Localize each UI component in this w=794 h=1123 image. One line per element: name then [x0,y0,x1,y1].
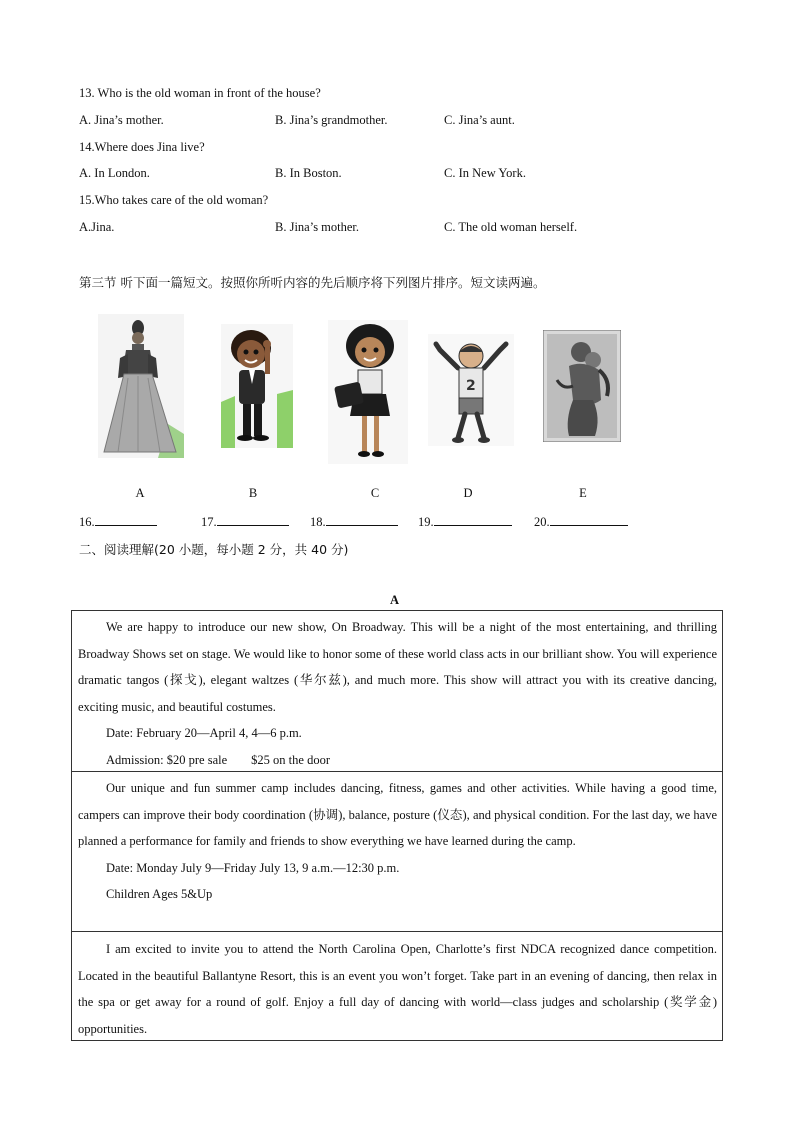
ad-date: Date: Monday July 9—Friday July 13, 9 a.m.—12:30 p.m. [106,860,400,875]
ad-divider [71,931,723,932]
dancing-couple-sketch [543,330,621,442]
question-15-option-a: A.Jina. [79,220,115,234]
ad-dance-competition [71,936,723,1042]
blank-number: 17. [201,515,217,529]
question-13-option-a: A. Jina’s mother. [79,113,164,127]
section3-instruction: 第三节 听下面一篇短文。按照你所听内容的先后顺序将下列图片排序。短文读两遍。 [79,275,546,290]
ad-ages: Children Ages 5&Up [106,887,213,902]
ad-admission [71,747,723,774]
question-15-stem: 15.Who takes care of the old woman? [79,193,269,207]
ad-divider [71,771,723,772]
blank-line [550,513,628,526]
question-14-option-b: B. In Boston. [275,166,342,180]
girl-with-bag-illustration [328,320,408,464]
passage-label: A [390,593,400,607]
blank-number: 16. [79,515,95,529]
blank-number: 20. [534,515,550,529]
ad-summer-camp [71,775,723,908]
answer-blank-19[interactable] [418,513,512,530]
answer-blank-20[interactable] [534,513,628,530]
boy-in-suit-pointing-illustration [221,324,293,448]
svg-text:2: 2 [466,378,476,394]
ad-date: Date: February 20—April 4, 4—6 p.m. [106,726,302,741]
ad-body: We are happy to introduce our new show, On Broadway. This will be a night of the most entertaining, and thrilling Broadway Shows set on stage. We would like to honor some of these world class acts in our brilliant show. You will experience dramatic tangos (探戈), elegant waltzes (华尔兹), and much more. This show will attract you with its creative dancing, exciting music, and beautiful costumes. [78,620,717,714]
question-14-option-c: C. In New York. [444,166,526,180]
question-15-option-b: B. Jina’s mother. [275,220,360,234]
picture-label-c: C [370,486,380,500]
picture-label-e: E [579,486,587,500]
question-13-option-c: C. Jina’s aunt. [444,113,515,127]
admission-presale: Admission: $20 pre sale [106,752,228,767]
question-14-option-a: A. In London. [79,166,150,180]
question-14-stem: 14.Where does Jina live? [79,140,205,154]
admission-door: $25 on the door [251,752,330,767]
question-13-stem: 13. Who is the old woman in front of the house? [79,86,321,100]
picture-label-d: D [463,486,473,500]
woman-in-hanbok-illustration [98,314,184,458]
picture-label-b: B [248,486,258,500]
question-15-option-c: C. The old woman herself. [444,220,578,234]
ad-body: I am excited to invite you to attend the North Carolina Open, Charlotte’s first NDCA recognized dance competition. Located in the beautiful Ballantyne Resort, this is an event you won’t forget. Take part in an evening of dancing, then relax in the spa or get away for a round of golf. Enjoy a full day of dancing with world—class judges and scholarship (奖学金) opportunities. [78,942,717,1036]
blank-line [217,513,289,526]
blank-line [434,513,512,526]
picture-label-a: A [135,486,145,500]
blank-line [326,513,398,526]
blank-number: 19. [418,515,434,529]
answer-blank-16[interactable] [79,513,157,530]
ad-body: Our unique and fun summer camp includes dancing, fitness, games and other activities. While having a good time, campers can improve their body coordination (协调), balance, posture (仪态), and physical condition. For the last day, we have planned a performance for family and friends to show everything we have learned during the camp. [78,781,717,849]
ad-on-broadway [71,614,723,774]
boy-cheering-jersey-illustration [428,334,514,446]
part2-heading: 二、阅读理解(20 小题，每小题 2 分，共 40 分) [79,542,349,557]
answer-blank-17[interactable] [201,513,289,530]
blank-line [95,513,157,526]
blank-number: 18. [310,515,326,529]
question-13-option-b: B. Jina’s grandmother. [275,113,388,127]
answer-blank-18[interactable] [310,513,398,530]
